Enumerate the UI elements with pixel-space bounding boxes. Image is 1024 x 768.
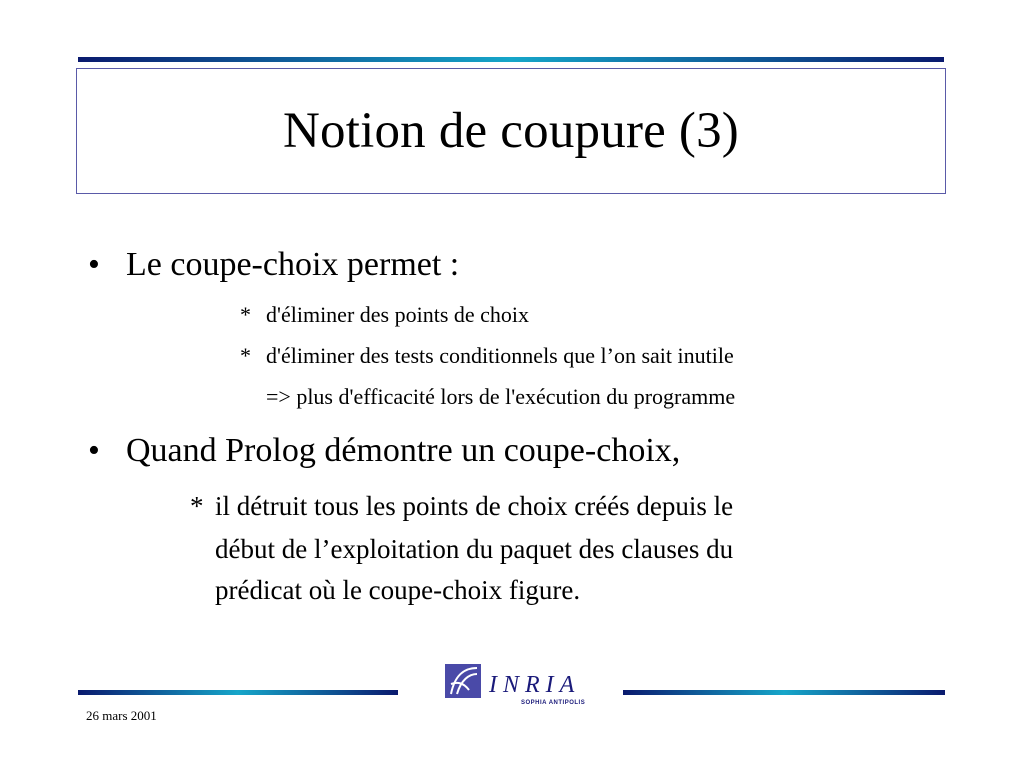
sub-item-text: il détruit tous les points de choix créés depuis le (215, 491, 734, 521)
bullet-marker: • (88, 246, 100, 283)
sub-item-marker: * (190, 491, 204, 521)
title-box (76, 68, 946, 194)
logo-wordmark: INRIA (489, 672, 581, 698)
slide-title: Notion de coupure (3) (283, 103, 739, 159)
sub-item-text: => plus d'efficacité lors de l'exécution du programme (266, 384, 736, 409)
bullet-item (88, 246, 459, 284)
sub-item-text: prédicat où le coupe-choix figure. (215, 575, 581, 605)
sub-item-text: d'éliminer des tests conditionnels que l’on sait inutile (266, 343, 734, 368)
header-rule (78, 57, 944, 62)
sub-item (240, 302, 529, 328)
sub-item (240, 343, 734, 369)
sub-item-conclusion (266, 384, 735, 410)
bullet-text: Le coupe-choix permet : (126, 246, 460, 283)
bullet-item (88, 432, 680, 470)
sub-item-text: d'éliminer des points de choix (266, 302, 530, 327)
sub-item-marker: * (240, 343, 251, 368)
footer-rule-right (623, 690, 945, 695)
sub-item-text: début de l’exploitation du paquet des clauses du (215, 534, 734, 564)
footer-date: 26 mars 2001 (86, 708, 157, 723)
sub-item-marker: * (240, 302, 251, 327)
bullet-marker: • (88, 432, 100, 469)
bullet-text: Quand Prolog démontre un coupe-choix, (126, 432, 681, 469)
footer-rule-left (78, 690, 398, 695)
logo-subtitle: SOPHIA ANTIPOLIS (521, 700, 586, 706)
inria-logo (443, 660, 603, 708)
